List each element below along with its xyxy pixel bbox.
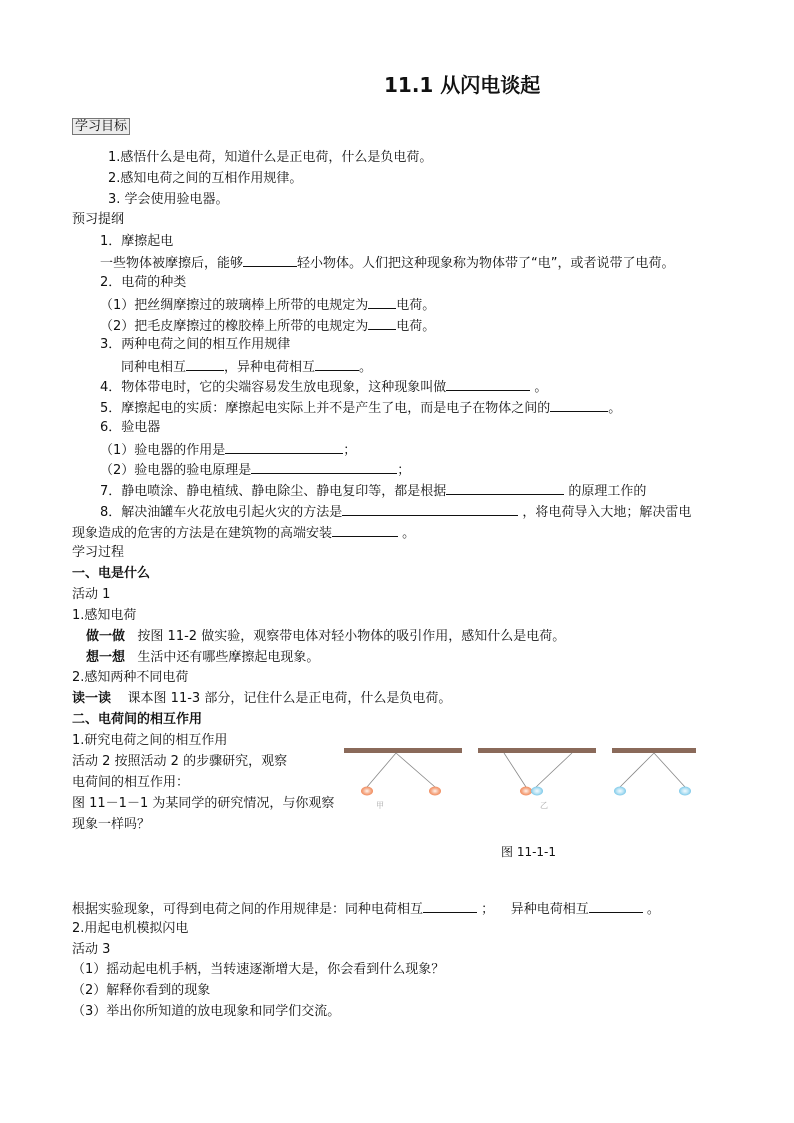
figure-caption: 图 11-1-1 (501, 845, 557, 859)
panel-b-label: 乙 (540, 801, 548, 810)
panel-b (478, 748, 596, 810)
goal-3: 3. 学会使用验电器。 (108, 192, 229, 207)
preview-1-title: 1．摩擦起电 (100, 234, 174, 249)
blank (315, 357, 359, 371)
preview-2-2: （2）把毛皮摩擦过的橡胶棒上所带的电规定为 电荷。 (100, 316, 435, 336)
subsection-sense-charge: 1.感知电荷 (72, 608, 137, 623)
preview-6-1: （1）验电器的作用是 ； (100, 440, 356, 460)
blank (342, 502, 518, 516)
thread (367, 753, 396, 787)
preview-2-title: 2．电荷的种类 (100, 275, 187, 290)
charged-ball (531, 787, 543, 796)
section-goals (72, 118, 130, 136)
activity-3-label: 活动 3 (72, 942, 111, 957)
support-bar (344, 748, 462, 753)
blank (423, 899, 477, 913)
preview-3-text: 同种电相互 ，异种电荷相互 。 (121, 357, 372, 377)
preview-6-title: 6．验电器 (100, 420, 161, 435)
interaction-rule: 根据实验现象，可得到电荷之间的作用规律是：同种电荷相互 ； 异种电荷相互 。 (72, 899, 660, 919)
thread (654, 753, 685, 787)
think-row: 想一想 生活中还有哪些摩擦起电现象。 (86, 650, 320, 665)
support-bar (612, 748, 696, 753)
blank (186, 357, 224, 371)
heading-interaction: 二、电荷间的相互作用 (72, 712, 203, 727)
blank (550, 398, 608, 412)
activity-1-label: 活动 1 (72, 587, 111, 602)
preview-8: 8．解决油罐车火花放电引起火灾的方法是 ，将电荷导入大地；解决雷电 (100, 502, 691, 522)
panel-c (612, 748, 696, 796)
charged-ball (679, 787, 691, 796)
blank (368, 316, 396, 330)
preview-2-1: （1）把丝绸摩擦过的玻璃棒上所带的电规定为 电荷。 (100, 295, 435, 315)
preview-3-title: 3．两种电荷之间的相互作用规律 (100, 337, 291, 352)
thread (504, 753, 526, 787)
read-label: 读一读 (72, 691, 112, 706)
preview-4: 4．物体带电时，它的尖端容易发生放电现象，这种现象叫做 。 (100, 377, 547, 397)
thread (620, 753, 654, 787)
blank (332, 523, 398, 537)
preview-6-2: （2）验电器的验电原理是 ； (100, 460, 410, 480)
panel-a (344, 748, 462, 810)
subsection-generator: 2.用起电机模拟闪电 (72, 921, 189, 936)
page-title: 11.1 从闪电谈起 (384, 73, 541, 97)
heading-what-is-electricity: 一、电是什么 (72, 566, 151, 581)
activity-2-line-1: 活动 2 按照活动 2 的步骤研究，观察 (72, 754, 288, 769)
think-label: 想一想 (86, 650, 126, 665)
activity-2-line-2: 电荷间的相互作用： (72, 775, 190, 790)
blank (368, 295, 396, 309)
do-it-label: 做一做 (86, 629, 126, 644)
activity-2-line-3: 图 11－1－1 为某同学的研究情况，与你观察 (72, 796, 335, 811)
figure-11-1-1 (340, 744, 700, 816)
section-preview: 预习提纲 (72, 212, 125, 227)
blank (446, 481, 564, 495)
blank (446, 377, 530, 391)
section-goals-label: 学习目标 (72, 118, 130, 135)
support-bar (478, 748, 596, 753)
question-1: （1）摇动起电机手柄，当转速逐渐增大是，你会看到什么现象？ (72, 962, 445, 977)
preview-8-cont: 现象造成的危害的方法是在建筑物的高端安装 。 (72, 523, 415, 543)
charged-ball (520, 787, 532, 796)
blank (589, 899, 643, 913)
charged-ball (429, 787, 441, 796)
question-2: （2）解释你看到的现象 (72, 983, 211, 998)
blank (243, 253, 297, 267)
preview-7: 7．静电喷涂、静电植绒、静电除尘、静电复印等，都是根据 的原理工作的 (100, 481, 646, 501)
goal-2: 2.感知电荷之间的互相作用规律。 (108, 171, 303, 186)
blank (225, 440, 343, 454)
thread (536, 753, 572, 787)
goal-1: 1.感悟什么是电荷，知道什么是正电荷，什么是负电荷。 (108, 150, 433, 165)
read-row: 读一读 课本图 11-3 部分，记住什么是正电荷，什么是负电荷。 (72, 691, 452, 706)
preview-1-text: 一些物体被摩擦后，能够 轻小物体。人们把这种现象称为物体带了“电”，或者说带了电荷。 (100, 253, 675, 273)
charged-ball (361, 787, 373, 796)
preview-5: 5．摩擦起电的实质：摩擦起电实际上并不是产生了电，而是电子在物体之间的 。 (100, 398, 621, 418)
panel-a-label: 甲 (376, 801, 384, 810)
thread (396, 753, 435, 787)
charged-ball (614, 787, 626, 796)
activity-2-line-4: 现象一样吗？ (72, 817, 151, 832)
do-it-row: 做一做 按图 11-2 做实验，观察带电体对轻小物体的吸引作用，感知什么是电荷。 (86, 629, 566, 644)
question-3: （3）举出你所知道的放电现象和同学们交流。 (72, 1004, 341, 1019)
subsection-study-interaction: 1.研究电荷之间的相互作用 (72, 733, 228, 748)
subsection-two-charges: 2.感知两种不同电荷 (72, 670, 189, 685)
section-process: 学习过程 (72, 545, 125, 560)
blank (251, 460, 397, 474)
